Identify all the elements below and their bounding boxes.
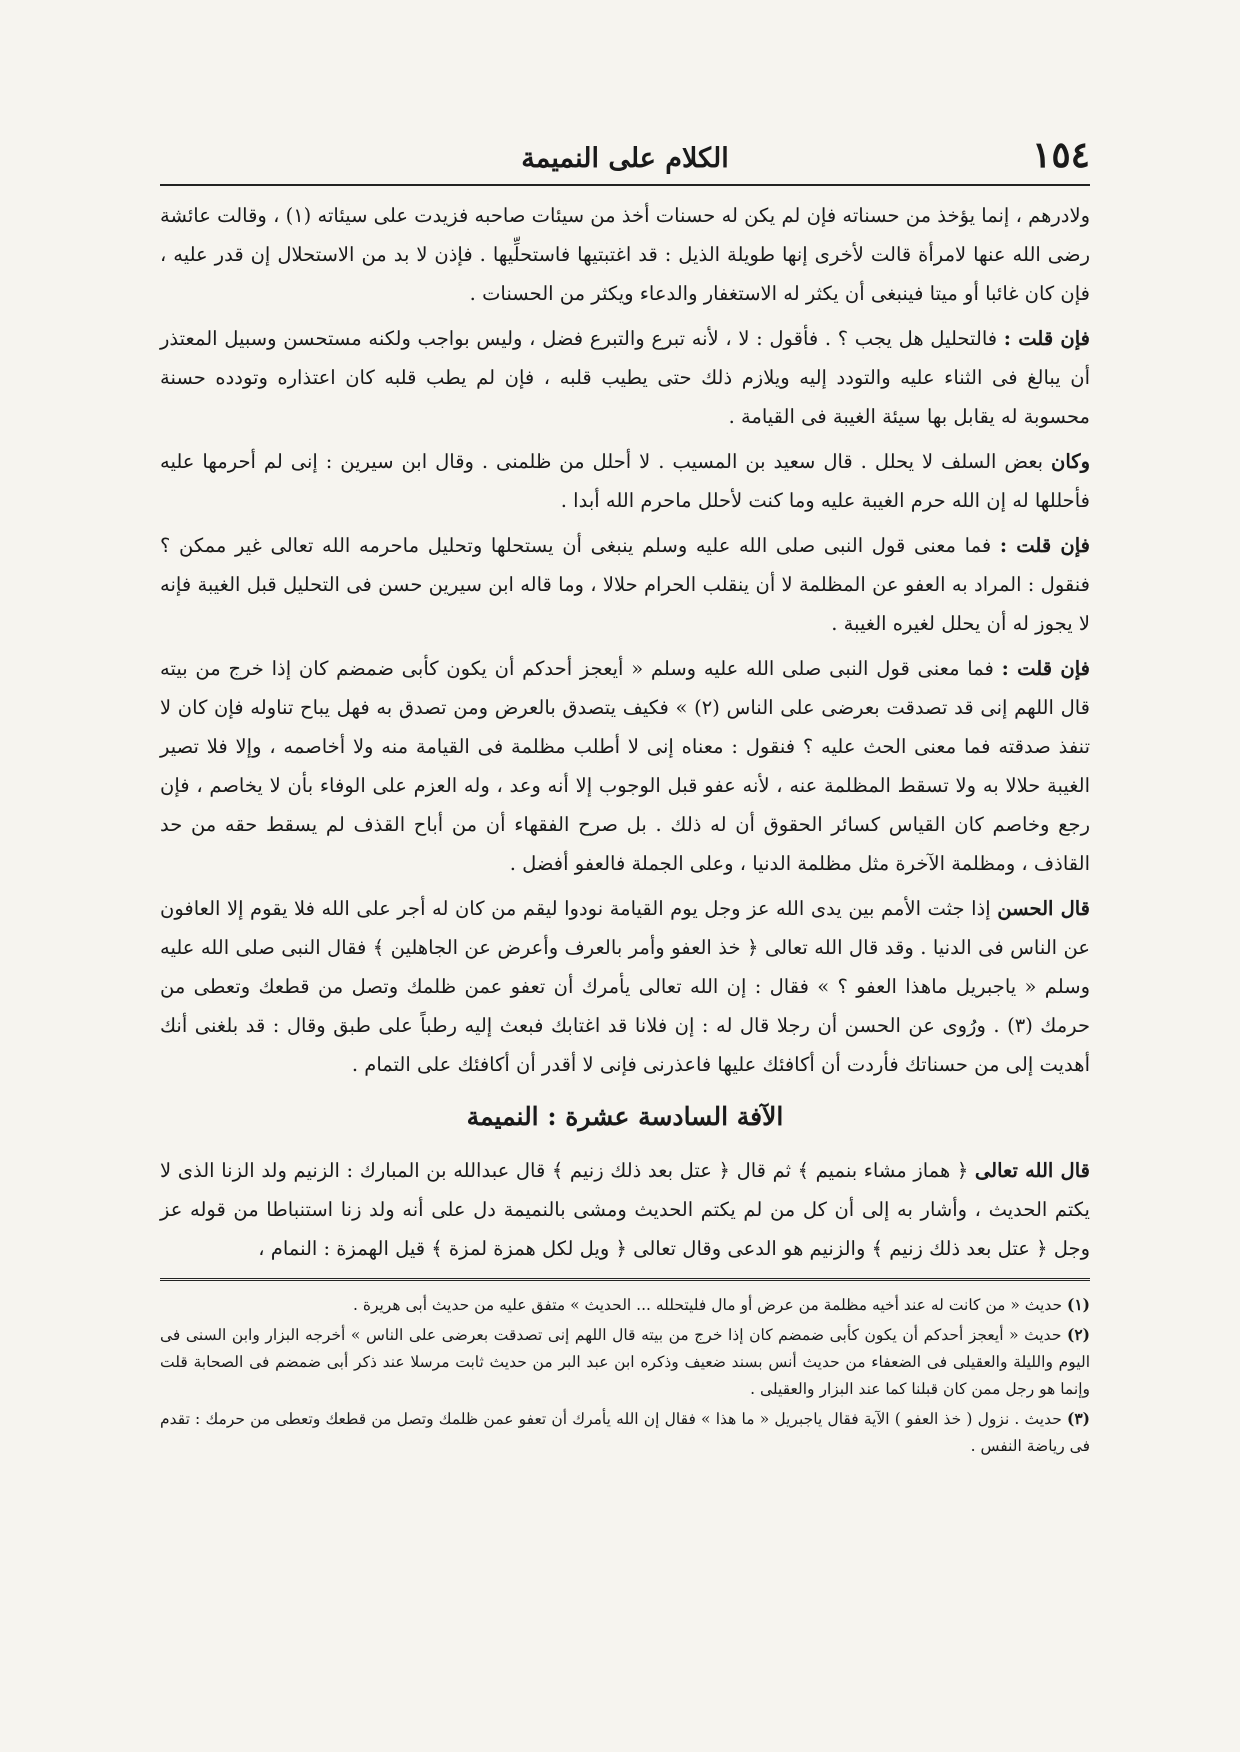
- footnote-mark: (٣): [1066, 1409, 1090, 1428]
- footnote-text: حديث . نزول ( خذ العفو ) الآية فقال ياجبريل « ما هذا » فقال إن الله يأمرك أن تعفو عمن ظلمك وتصل من قطعك وتعطى من حرمك : تقدم فى رياضة النفس .: [160, 1410, 1090, 1455]
- running-title: الكلام على النميمة: [521, 142, 729, 174]
- paragraph: [160, 526, 1090, 643]
- footnote-mark: (١): [1066, 1295, 1090, 1314]
- footnote-text: حديث « من كانت له عند أخيه مظلمة من عرض أو مال فليتحلله ... الحديث » متفق عليه من حديث أبى هريرة .: [352, 1296, 1063, 1314]
- footnotes: [160, 1291, 1090, 1460]
- paragraph-text: ولادرهم ، إنما يؤخذ من حسناته فإن لم يكن له حسنات أخذ من سيئات صاحبه فزيدت على سيئاته (١) ، وقالت عائشة رضى الله عنها لامرأة قالت لأخرى إنها طويلة الذيل : قد اغتبتيها فاستحلِّيها . فإذن لا بد من الاستحلال إن قدر عليه ، فإن كان غائبا أو ميتا فينبغى أن يكثر له الاستغفار والدعاء ويكثر من الحسنات .: [160, 204, 1090, 305]
- footnote-mark: (٢): [1066, 1325, 1090, 1344]
- paragraph-lead: وكان: [1051, 450, 1090, 473]
- paragraph-text: فما معنى قول النبى صلى الله عليه وسلم « أيعجز أحدكم أن يكون كأبى ضمضم كان إذا خرج من بيته قال اللهم إنى قد تصدقت بعرضى على الناس (٢) » فكيف يتصدق بالعرض ومن تصدق به فهل يباح تناوله فإن كان لا تنفذ صدقته فما معنى الحث عليه ؟ فنقول : معناه إنى لا أطلب مظلمة فى القيامة منه ولا أخاصمه ، وإلا فلا تصير الغيبة حلالا به ولا تسقط المظلمة عنه ، لأنه عفو قبل الوجوب إلا أنه وعد ، وله العزم على الوفاء بأن لا يخاصم ، فإن رجع وخاصم كان القياس كسائر الحقوق أن له ذلك . بل صرح الفقهاء أن من أباح القذف لم يسقط حقه من حد القاذف ، ومظلمة الآخرة مثل مظلمة الدنيا ، وعلى الجملة فالعفو أفضل .: [160, 657, 1091, 875]
- paragraph-lead: فإن قلت :: [999, 534, 1090, 557]
- paragraph-text: فما معنى قول النبى صلى الله عليه وسلم ينبغى أن يستحلها وتحليل ماحرمه الله تعالى غير ممكن ؟ فنقول : المراد به العفو عن المظلمة لا أن ينقلب الحرام حلالا ، وما قاله ابن سيرين حسن فى التحليل قبل الغيبة فإنه لا يجوز له أن يحلل لغيره الغيبة .: [160, 534, 1090, 635]
- paragraph-lead: قال الله تعالى: [974, 1159, 1090, 1182]
- paragraph-text: بعض السلف لا يحلل . قال سعيد بن المسيب . لا أحلل من ظلمنى . وقال ابن سيرين : إنى لم أحرمها عليه فأحللها له إن الله حرم الغيبة عليه وما كنت لأحلل ماحرم الله أبدا .: [160, 450, 1090, 512]
- footnote: [160, 1291, 1090, 1319]
- page-header: [160, 132, 1090, 186]
- paragraph-text: إذا جثت الأمم بين يدى الله عز وجل يوم القيامة نودوا ليقم من كان له أجر على الله فلا يقوم إلا العافون عن الناس فى الدنيا . وقد قال الله تعالى ﴿ خذ العفو وأمر بالعرف وأعرض عن الجاهلين ﴾ فقال النبى صلى الله عليه وسلم « ياجبريل ماهذا العفو ؟ » فقال : إن الله تعالى يأمرك أن تعفو عمن ظلمك وتصل من قطعك وتعطى من حرمك (٣) . ورُوى عن الحسن أن رجلا قال له : إن فلانا قد اغتابك فبعث إليه رطباً على طبق وقال : قد بلغنى أنك أهديت إلى من حسناتك فأردت أن أكافئك عليها فاعذرنى فإنى لا أقدر أن أكافئك على التمام .: [160, 897, 1090, 1076]
- paragraph-lead: فإن قلت :: [1001, 657, 1090, 680]
- paragraph: [160, 196, 1090, 313]
- paragraph: [160, 442, 1090, 520]
- footnote-text: حديث « أيعجز أحدكم أن يكون كأبى ضمضم كان إذا خرج من بيته قال اللهم إنى تصدقت بعرضى على الناس » أخرجه البزار وابن السنى فى اليوم والليلة والعقيلى فى الضعفاء من حديث أنس بسند ضعيف وذكره ابن عبد البر من حديث ثابت مرسلا عند ذكر أبى ضمضم فى الصحابة قلت وإنما هو رجل ممن كان قبلنا كما عند البزار والعقيلى .: [160, 1326, 1090, 1398]
- footnote: [160, 1321, 1090, 1403]
- paragraph-lead: قال الحسن: [997, 897, 1091, 920]
- body-text: [160, 196, 1090, 1268]
- paragraph: [160, 1151, 1090, 1268]
- footnote-divider: [160, 1278, 1090, 1281]
- paragraph: [160, 649, 1090, 883]
- footnote: [160, 1405, 1090, 1460]
- paragraph-text: ﴿ هماز مشاء بنميم ﴾ ثم قال ﴿ عتل بعد ذلك زنيم ﴾ قال عبدالله بن المبارك : الزنيم ولد الزنا الذى لا يكتم الحديث ، وأشار به إلى أن كل من لم يكتم الحديث ومشى بالنميمة دل على أنه ولد زنا استنباطا من قوله عز وجل ﴿ عتل بعد ذلك زنيم ﴾ والزنيم هو الدعى وقال تعالى ﴿ ويل لكل همزة لمزة ﴾ قيل الهمزة : النمام ،: [160, 1159, 1090, 1260]
- paragraph: [160, 889, 1090, 1084]
- paragraph: [160, 319, 1090, 436]
- page-number: ١٥٤: [1031, 134, 1090, 176]
- section-heading: الآفة السادسة عشرة : النميمة: [466, 1102, 784, 1131]
- paragraph-lead: فإن قلت :: [1003, 327, 1090, 350]
- paragraph-text: فالتحليل هل يجب ؟ . فأقول : لا ، لأنه تبرع والتبرع فضل ، وليس بواجب ولكنه مستحسن وسبيل المعتذر أن يبالغ فى الثناء عليه والتودد إليه ويلازم ذلك حتى يطيب قلبه ، فإن لم يطب قلبه كان اعتذاره وتودده حسنة محسوبة له يقابل بها سيئة الغيبة فى القيامة .: [160, 327, 1090, 428]
